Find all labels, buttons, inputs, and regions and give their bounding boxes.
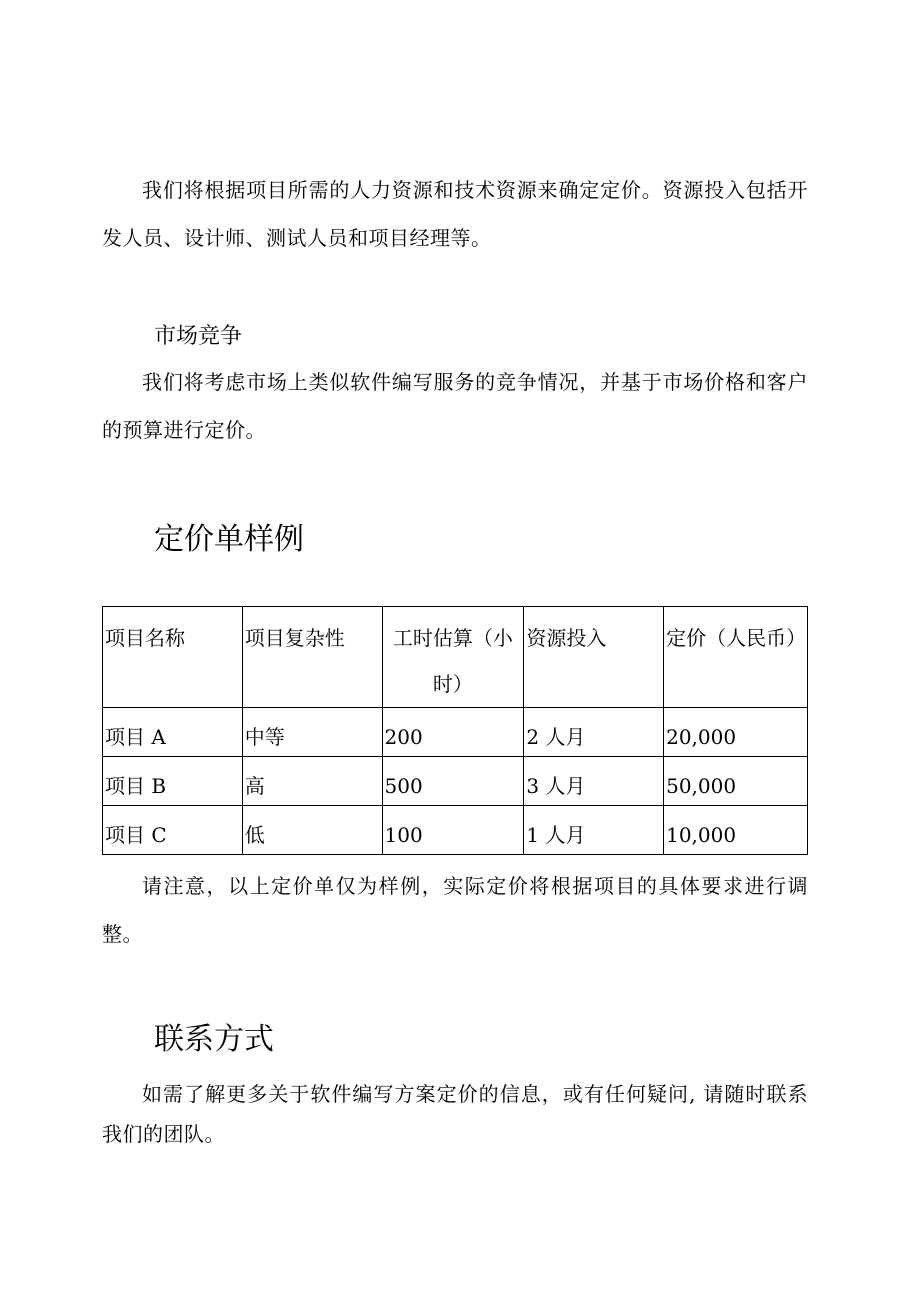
- header-complexity: 项目复杂性: [242, 607, 382, 708]
- pricing-table: [102, 606, 808, 855]
- cell-complexity: 高: [242, 757, 382, 806]
- header-hours: 工时估算（小时）: [382, 607, 524, 708]
- table-header-row: [103, 607, 808, 708]
- cell-hours: 200: [382, 708, 524, 757]
- table-row: [103, 806, 808, 855]
- sample-heading: 定价单样例: [154, 522, 304, 557]
- cell-resources: 3 人月: [524, 757, 664, 806]
- cell-resources: 1 人月: [524, 806, 664, 855]
- cell-complexity: 低: [242, 806, 382, 855]
- contact-heading: 联系方式: [154, 1022, 274, 1057]
- contact-paragraph: 如需了解更多关于软件编写方案定价的信息，或有任何疑问, 请随时联系我们的团队。: [102, 1082, 808, 1146]
- cell-complexity: 中等: [242, 708, 382, 757]
- table-row: [103, 708, 808, 757]
- cell-hours: 500: [382, 757, 524, 806]
- note-paragraph: 请注意，以上定价单仅为样例，实际定价将根据项目的具体要求进行调整。: [102, 874, 808, 946]
- cell-price: 50,000: [664, 757, 808, 806]
- cell-price: 20,000: [664, 708, 808, 757]
- cell-project: 项目 B: [103, 757, 243, 806]
- cell-hours: 100: [382, 806, 524, 855]
- header-price: 定价（人民币）: [664, 607, 808, 708]
- market-heading: 市场竞争: [154, 324, 243, 349]
- cell-resources: 2 人月: [524, 708, 664, 757]
- market-paragraph: 我们将考虑市场上类似软件编写服务的竞争情况，并基于市场价格和客户的预算进行定价。: [102, 370, 808, 442]
- header-project-name: 项目名称: [103, 607, 243, 708]
- cell-project: 项目 C: [103, 806, 243, 855]
- resource-paragraph: 我们将根据项目所需的人力资源和技术资源来确定定价。资源投入包括开发人员、设计师、测试人员和项目经理等。: [102, 178, 808, 250]
- table-row: [103, 757, 808, 806]
- cell-price: 10,000: [664, 806, 808, 855]
- header-resources: 资源投入: [524, 607, 664, 708]
- cell-project: 项目 A: [103, 708, 243, 757]
